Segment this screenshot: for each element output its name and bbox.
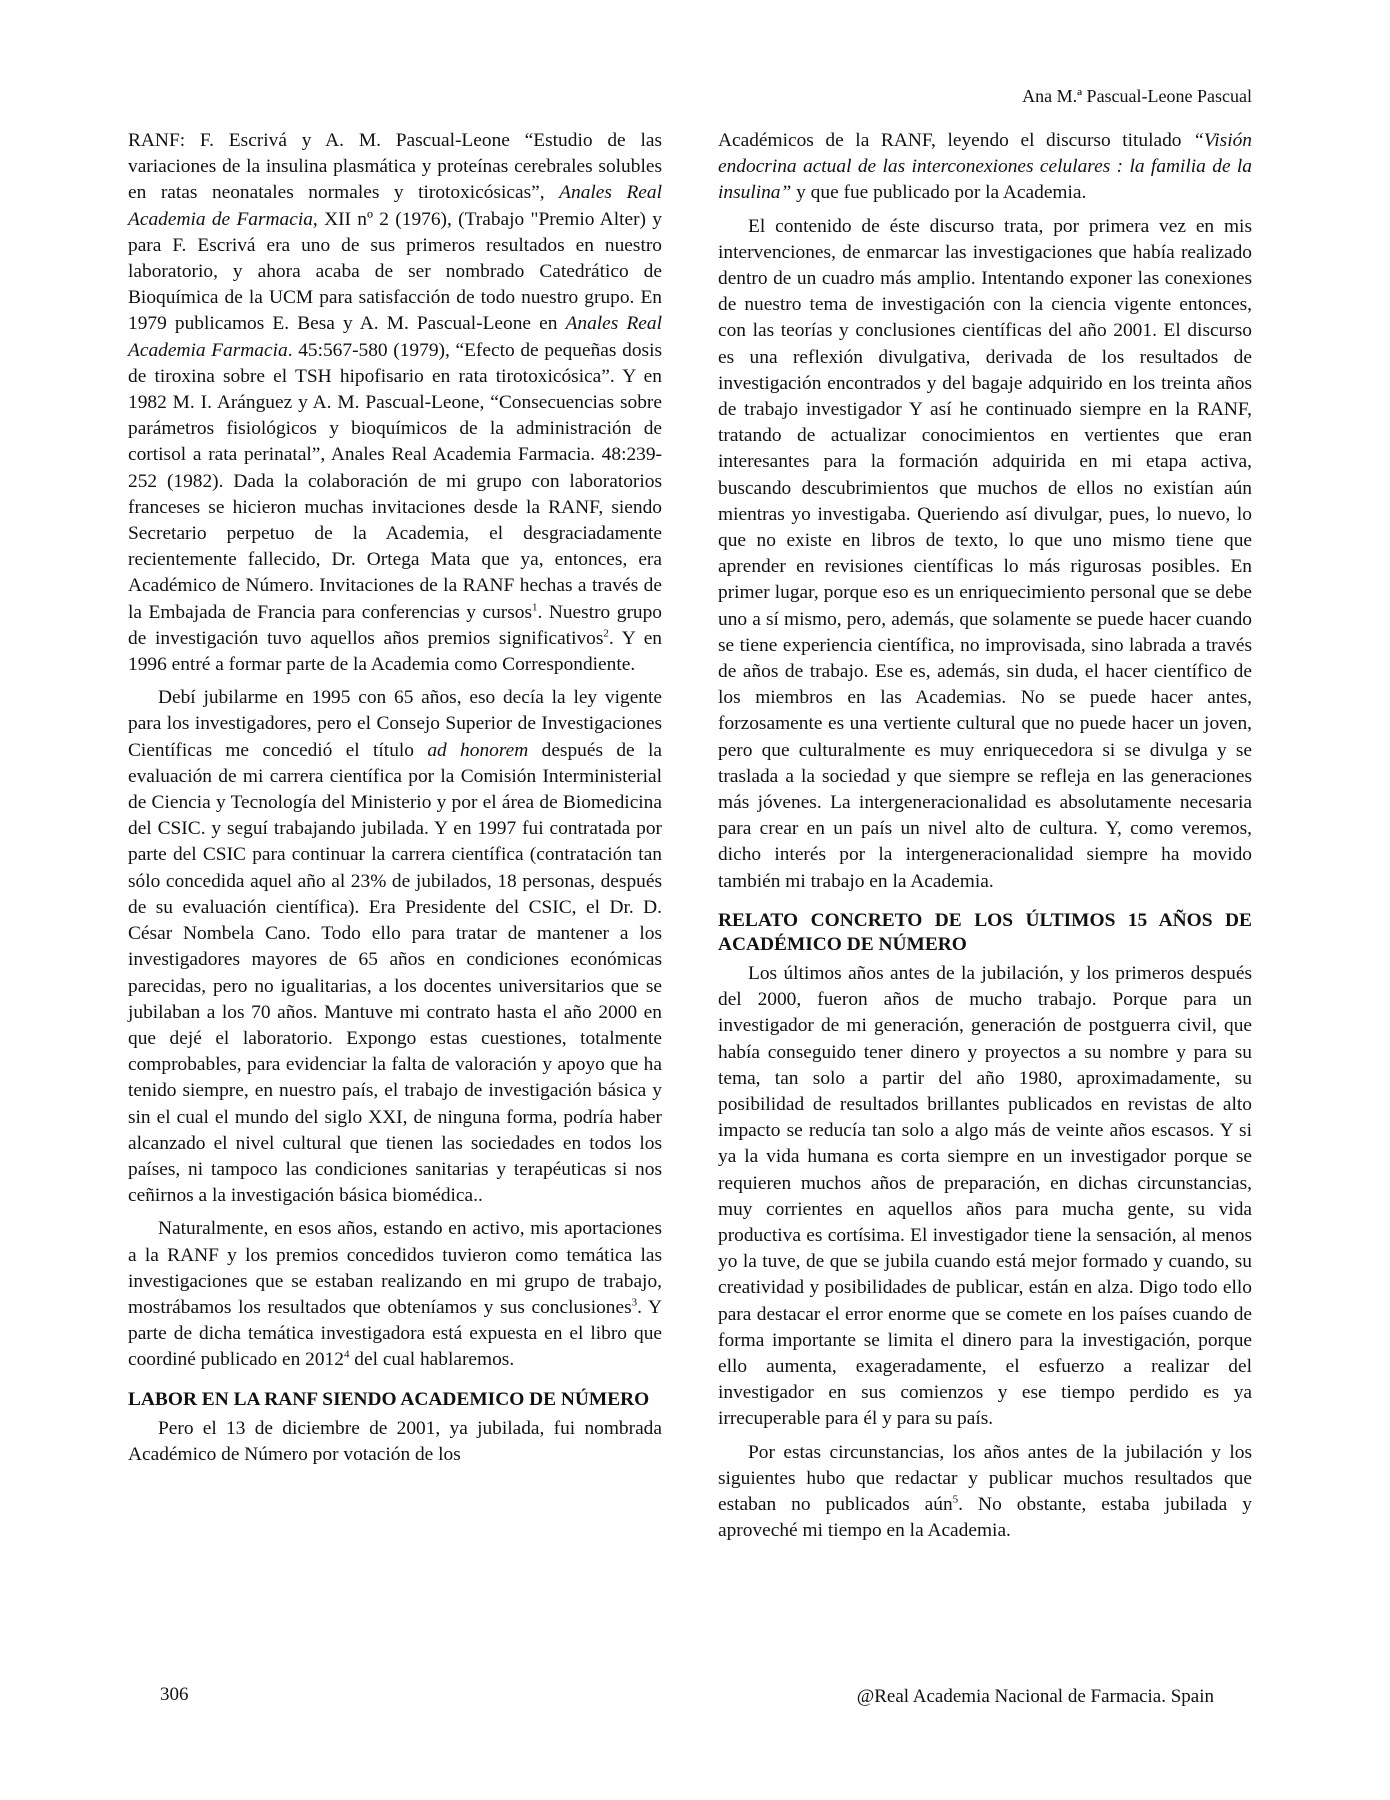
paragraph-circumstances: Por estas circunstancias, los años antes de la jubilación y los siguientes hubo que redactar y publicar muchos resultados que estaban no publicados aún$^5$. No obstante, estaba jubilada y aproveché mi tiempo en la Academia. (718, 1441, 1252, 1542)
section-heading-relato: RELATO CONCRETO DE LOS ÚLTIMOS 15 AÑOS DE ACADÉMICO DE NÚMERO (718, 909, 1252, 955)
section-heading-labor-ranf: LABOR EN LA RANF SIENDO ACADEMICO DE NÚMERO (128, 1388, 650, 1410)
paragraph-discourse-content: El contenido de éste discurso trata, por primera vez en mis intervenciones, de enmarcar las investigaciones que había realizado dentro de un cuadro más amplio. Intentando exponer las conexiones de nuestro tema de investigación con la ciencia vigente entonces, con las teorías y conclusiones científicas del año 2001. El discurso es una reflexión divulgativa, derivada de los resultados de investigación encontrados y del bagaje adquirido en los treinta años de trabajo investigador Y así he continuado siempre en la RANF, tratando de actualizar conocimientos en vertientes que eran interesantes para la formación adquirida en mi etapa activa, buscando descubrimientos que muchos de ellos no existían aún mientras yo investigaba. Queriendo así divulgar, pues, lo nuevo, lo que no existe en libros de texto, lo que uno mismo tiene que aprender en revisiones científicas lo más rigurosas posibles. En primer lugar, porque eso es un enriquecimiento personal que se debe uno a sí mismo, pero, además, que solamente se puede hacer cuando se tiene experiencia científica, no improvisada, sino labrada a través de años de trabajo. Ese es, además, sin duda, el hacer científico de los miembros en las Academias. No se puede hacer antes, forzosamente es una vertiente cultural que no puede hacer un joven, pero que culturalmente es muy enriquecedora si se divulga y se traslada a la sociedad y que siempre se refleja en las generaciones más jóvenes. La intergeneracionalidad es absolutamente necesaria para crear en un país un nivel alto de cultura. Y, como veremos, dicho interés por la intergeneracionalidad siempre ha movido también mi trabajo en la Academia. (718, 215, 1252, 892)
paragraph-appointment: Pero el 13 de diciembre de 2001, ya jubilada, fui nombrada Académico de Número por votación de los (128, 1417, 662, 1465)
paragraph-jubilation: Debí jubilarme en 1995 con 65 años, eso decía la ley vigente para los investigadores, pero el Consejo Superior de Investigaciones Científicas me concedió el título ad honorem después de la evaluación de mi carrera científica por la Comisión Interministerial de Ciencia y Tecnología del Ministerio y por el área de Biomedicina del CSIC. y seguí trabajando jubilada. Y en 1997 fui contratada por parte del CSIC para continuar la carrera científica (contratación tan sólo concedida aquel año al 23% de jubilados, 18 personas, después de su evaluación científica). Era Presidente del CSIC, el Dr. D. César Nombela Cano. Todo ello para tratar de mantener a los investigadores mayores de 65 años en condiciones económicas parecidas, pero no igualitarias, a los docentes universitarios que se jubilaban a los 70 años. Mantuve mi contrato hasta el año 2000 en que dejé el laboratorio. Expongo estas cuestiones, totalmente comprobables, para evidenciar la falta de valoración y apoyo que ha tenido siempre, en nuestro país, el trabajo de investigación básica y sin el cual el mundo del siglo XXI, de ninguna forma, podría haber alcanzado el nivel cultural que tienen las sociedades en todos los países, ni tampoco las condiciones sanitarias y terapéuticas si nos ceñirnos a la investigación básica biomédica.. (128, 687, 662, 1207)
footnote-ref-2: 2 (603, 627, 609, 640)
footnote-ref-5: 5 (952, 1493, 959, 1506)
footer-credit: @Real Academia Nacional de Farmacia. Spain (856, 1686, 1214, 1707)
paragraph-discourse-title: Académicos de la RANF, leyendo el discurso titulado “Visión endocrina actual de las interconexiones celulares : la familia de la insulina” y que fue publicado por la Academia. (718, 130, 1252, 204)
footnote-ref-4: 4 (343, 1348, 350, 1361)
footnote-ref-3: 3 (631, 1296, 638, 1309)
footnote-ref-1: 1 (532, 601, 538, 614)
left-column (128, 128, 662, 1475)
right-column (718, 128, 1252, 1551)
paragraph-ranf-publications: RANF: F. Escrivá y A. M. Pascual-Leone “Estudio de las variaciones de la insulina plasmática y proteínas cerebrales solubles en ratas neonatales normales y tirotoxicósicas”, Anales Real Academia de Farmacia, XII nº 2 (1976), (Trabajo "Premio Alter) y para F. Escrivá era uno de sus primeros resultados en nuestro laboratorio, y ahora acaba de ser nombrado Catedrático de Bioquímica de la UCM para satisfacción de todo nuestro grupo. En 1979 publicamos E. Besa y A. M. Pascual-Leone en Anales Real Academia Farmacia. 45:567-580 (1979), “Efecto de pequeñas dosis de tiroxina sobre el TSH hipofisario en rata tirotoxicósica”. Y en 1982 M. I. Aránguez y A. M. Pascual-Leone, “Consecuencias sobre parámetros fisiológicos y bioquímicos de la administración de cortisol a rata perinatal”, Anales Real Academia Farmacia. 48:239-252 (1982). Dada la colaboración de mi grupo con laboratorios franceses se hicieron muchas invitaciones desde la RANF, siendo Secretario perpetuo de la Academia, el desgraciadamente recientemente fallecido, Dr. Ortega Mata que ya, entonces, era Académico de Número. Invitaciones de la RANF hechas a través de la Embajada de Francia para conferencias y cursos$^1$. Nuestro grupo de investigación tuvo aquellos años premios significativos$^2$. Y en 1996 entré a formar parte de la Academia como Correspondiente. (128, 130, 662, 676)
paragraph-contributions: Naturalmente, en esos años, estando en activo, mis aportaciones a la RANF y los premios concedidos tuvieron como temática las investigaciones que se estaban realizando en mi grupo de trabajo, mostrábamos los resultados que obteníamos y sus conclusiones$^3$. Y parte de dicha temática investigadora está expuesta en el libro que coordiné publicado en 2012$^4$ del cual hablaremos. (128, 1218, 662, 1371)
running-header-author: Ana M.ª Pascual-Leone Pascual (1022, 86, 1252, 106)
page-number: 306 (160, 1684, 189, 1705)
paragraph-last-years: Los últimos años antes de la jubilación, y los primeros después del 2000, fueron años de mucho trabajo. Porque para un investigador de mi generación, generación de postguerra civil, que había conseguido tener dinero y proyectos a su nombre y para su tema, tan solo a partir del año 1980, aproximadamente, su posibilidad de resultados brillantes publicados en revistas de alto impacto se reducía tan solo a algo más de veinte años escasos. Y si ya la vida humana es corta siempre en un investigador porque se requieren muchos años de preparación, en dichas circunstancias, muy corrientes en aquellos años para mucha gente, su vida productiva es cortísima. El investigador tiene la sensación, al menos yo la tuve, de que se jubila cuando está mejor formado y cuando, su creatividad y posibilidades de publicar, están en alza. Digo todo ello para destacar el error enorme que se comete en los países cuando de forma importante se limita el dinero para la investigación, porque ello aumenta, exageradamente, el esfuerzo a realizar del investigador en sus comienzos y ese tiempo perdido es ya irrecuperable para él y para su país. (718, 962, 1252, 1430)
